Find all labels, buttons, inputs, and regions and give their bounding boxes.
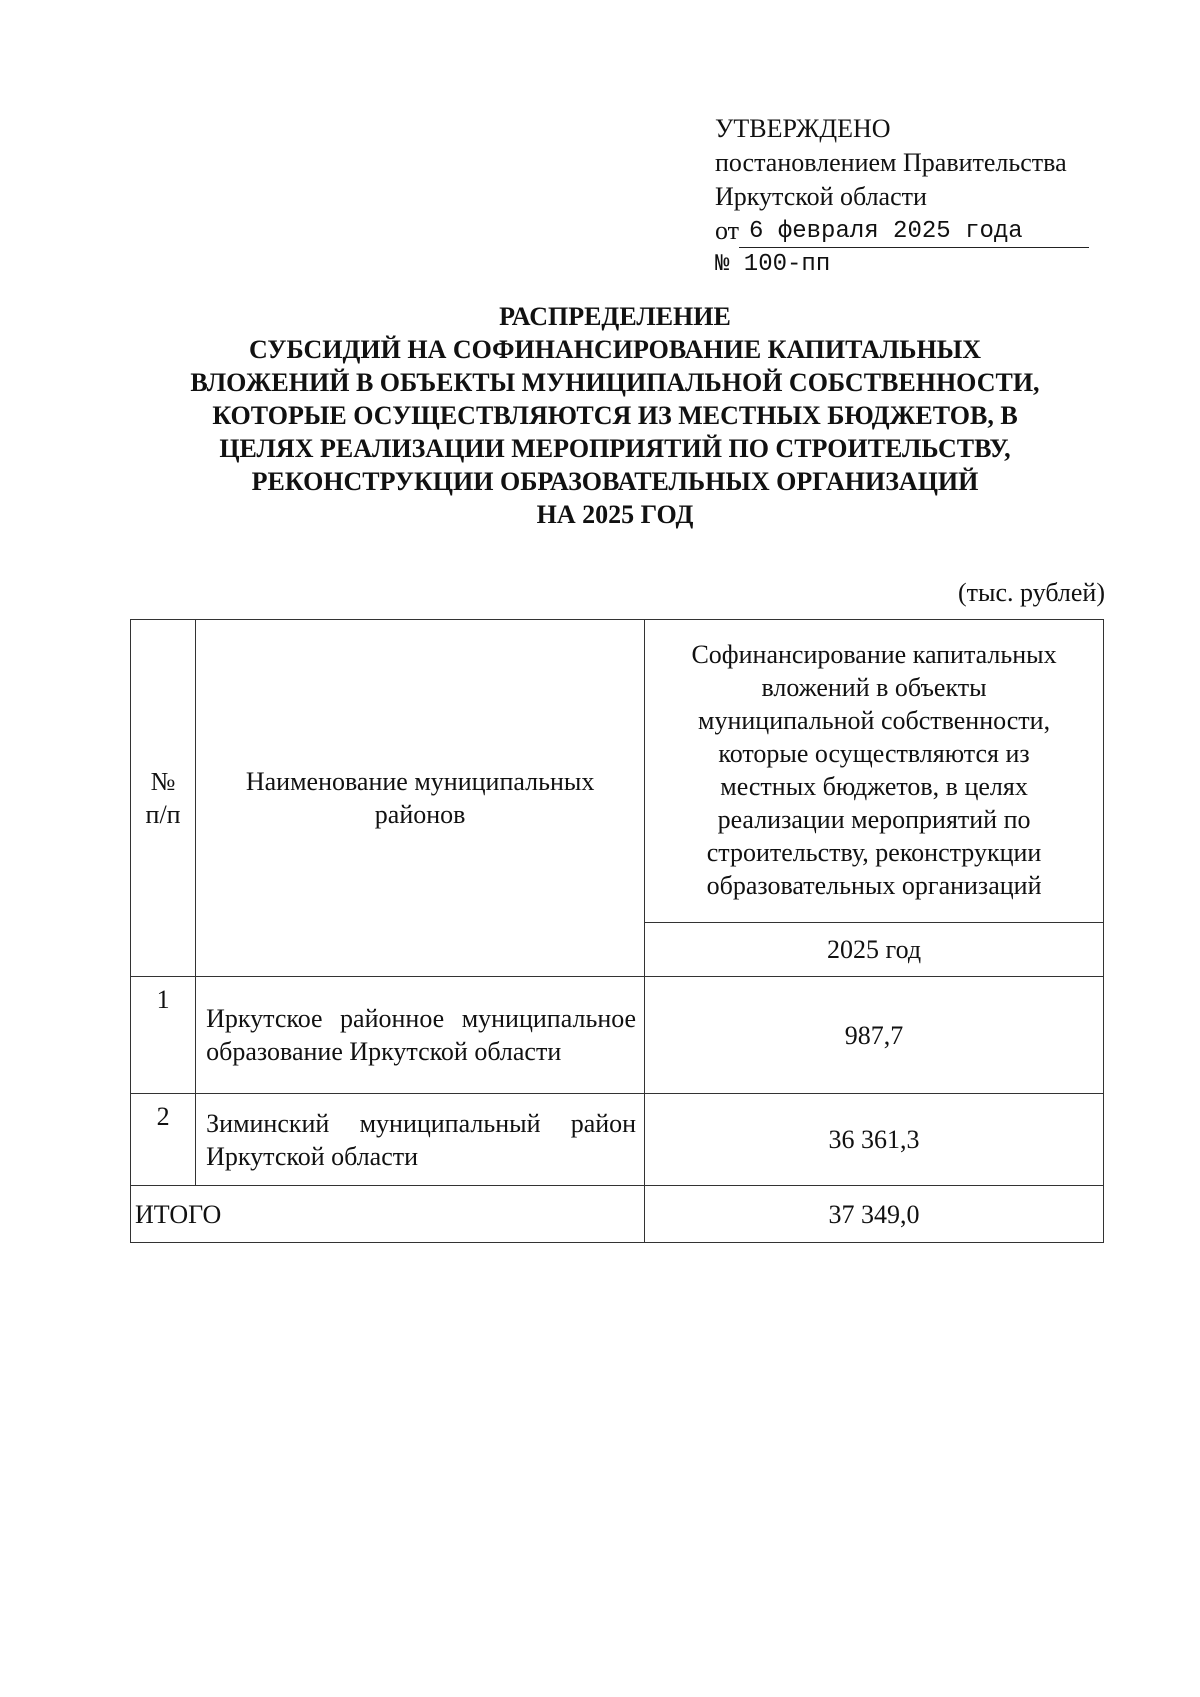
header-description-cell xyxy=(645,620,1104,923)
row-num-cell: 1 xyxy=(131,977,196,1094)
approval-line-2: Иркутской области xyxy=(715,182,927,211)
approval-stamp xyxy=(715,112,1105,282)
title-line: КОТОРЫЕ ОСУЩЕСТВЛЯЮТСЯ ИЗ МЕСТНЫХ БЮДЖЕТОВ, В xyxy=(212,401,1018,430)
row-value-cell: 36 361,3 xyxy=(645,1094,1104,1186)
row-name-cell: Иркутское районное муниципальное образование Иркутской области xyxy=(196,977,645,1094)
title-line: СУБСИДИЙ НА СОФИНАНСИРОВАНИЕ КАПИТАЛЬНЫХ xyxy=(248,335,982,364)
header-desc-line: вложений в объекты xyxy=(761,673,987,702)
header-name-cell xyxy=(196,620,645,977)
approval-heading: УТВЕРЖДЕНО xyxy=(715,114,891,143)
header-name-line: Наименование муниципальных xyxy=(245,767,595,796)
total-label-cell: ИТОГО xyxy=(131,1186,645,1243)
row-num-cell: 2 xyxy=(131,1094,196,1186)
header-desc-line: которые осуществляются из xyxy=(718,739,1030,768)
table-row xyxy=(131,977,1104,1094)
title-line: ВЛОЖЕНИЙ В ОБЪЕКТЫ МУНИЦИПАЛЬНОЙ СОБСТВЕННОСТИ, xyxy=(190,368,1040,397)
table-row xyxy=(131,1094,1104,1186)
approval-date-line xyxy=(715,214,1105,248)
units-note: (тыс. рублей) xyxy=(957,578,1105,607)
header-desc-line: муниципальной собственности, xyxy=(698,706,1051,735)
title-line: РЕКОНСТРУКЦИИ ОБРАЗОВАТЕЛЬНЫХ ОРГАНИЗАЦИЙ xyxy=(251,467,979,496)
header-num-cell xyxy=(131,620,196,977)
row-name-cell: Зиминский муниципальный район Иркутской области xyxy=(196,1094,645,1186)
table-total-row xyxy=(131,1186,1104,1243)
header-desc-line: реализации мероприятий по xyxy=(717,805,1031,834)
header-desc-line: Софинансирование капитальных xyxy=(691,640,1057,669)
subsidy-table xyxy=(130,619,1104,1243)
title-line: ЦЕЛЯХ РЕАЛИЗАЦИИ МЕРОПРИЯТИЙ ПО СТРОИТЕЛЬСТВУ, xyxy=(219,434,1011,463)
approval-date-prefix: от xyxy=(715,216,740,245)
approval-number: № 100-пп xyxy=(715,251,831,278)
document-title xyxy=(130,300,1100,531)
approval-line-1: постановлением Правительства xyxy=(715,148,1067,177)
header-num-line: п/п xyxy=(145,800,181,829)
header-desc-line: местных бюджетов, в целях xyxy=(720,772,1028,801)
title-line: НА 2025 ГОД xyxy=(536,500,694,529)
header-name-line: районов xyxy=(374,800,466,829)
header-num-line: № xyxy=(150,767,176,796)
approval-date: 6 февраля 2025 года xyxy=(739,217,1089,248)
table-header-row xyxy=(131,620,1104,923)
row-value-cell: 987,7 xyxy=(645,977,1104,1094)
header-desc-line: образовательных организаций xyxy=(706,871,1042,900)
header-desc-line: строительству, реконструкции xyxy=(706,838,1042,867)
header-year-cell: 2025 год xyxy=(645,923,1104,977)
total-value-cell: 37 349,0 xyxy=(645,1186,1104,1243)
title-line: РАСПРЕДЕЛЕНИЕ xyxy=(499,302,731,331)
